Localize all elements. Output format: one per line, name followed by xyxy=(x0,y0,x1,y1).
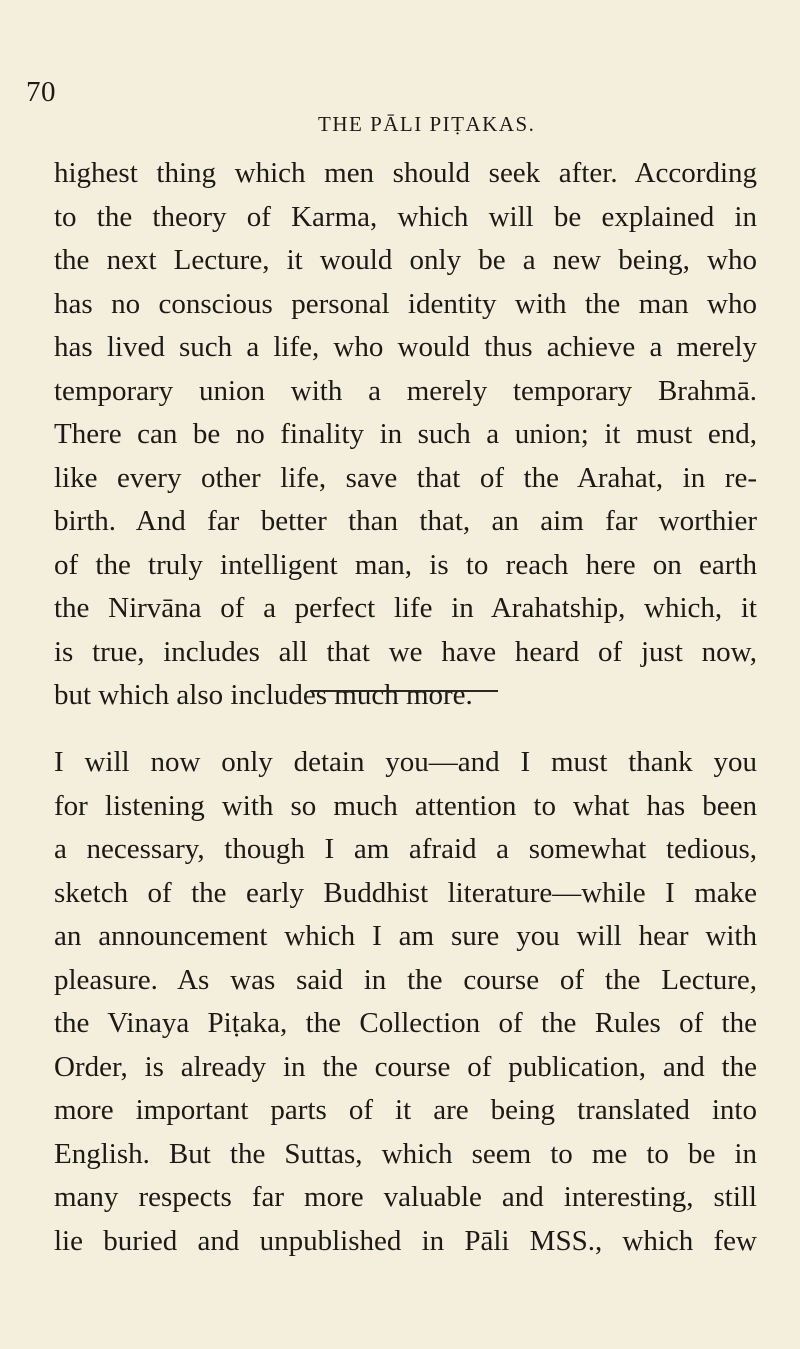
text-line: birth. And far better than that, an aim far worthier xyxy=(54,505,757,537)
section-divider xyxy=(310,690,498,692)
text-line: more important parts of it are being translated into xyxy=(54,1094,757,1126)
text-line: is true, includes all that we have heard of just now, xyxy=(54,635,757,668)
text-line: for listening with so much attention to what has been xyxy=(54,789,757,822)
text-line: Order, is already in the course of publication, and the xyxy=(54,1050,757,1083)
text-line: has lived such a life, who would thus achieve a merely xyxy=(54,331,757,363)
text-line: I will now only detain you—and I must thank you xyxy=(54,746,757,778)
text-line: highest thing which men should seek after. According xyxy=(54,157,757,189)
paragraph-2 xyxy=(54,741,757,1263)
text-line: pleasure. As was said in the course of the Lecture, xyxy=(54,963,757,996)
text-line: like every other life, save that of the Arahat, in re- xyxy=(54,461,757,494)
text-line: the Nirvāna of a perfect life in Arahatship, which, it xyxy=(54,592,757,624)
text-line: temporary union with a merely temporary Brahmā. xyxy=(54,374,757,407)
text-line: sketch of the early Buddhist literature—while I make xyxy=(54,876,757,909)
text-line: to the theory of Karma, which will be explained in xyxy=(54,200,757,233)
running-head: THE PĀLI PIṬAKAS. xyxy=(318,112,536,136)
text-line: a necessary, though I am afraid a somewhat tedious, xyxy=(54,833,757,865)
text-line: English. But the Suttas, which seem to me to be in xyxy=(54,1137,757,1170)
paragraph-1 xyxy=(54,152,757,718)
text-line: There can be no finality in such a union; it must end, xyxy=(54,418,757,450)
text-line: many respects far more valuable and interesting, still xyxy=(54,1181,757,1213)
text-line: of the truly intelligent man, is to reach here on earth xyxy=(54,548,757,581)
text-line: the next Lecture, it would only be a new being, who xyxy=(54,244,757,276)
page-number: 70 xyxy=(26,76,56,108)
text-line: but which also includes much more. xyxy=(54,679,473,711)
text-line: an announcement which I am sure you will hear with xyxy=(54,920,757,952)
text-line: has no conscious personal identity with the man who xyxy=(54,287,757,320)
text-line: lie buried and unpublished in Pāli MSS., which few xyxy=(54,1224,757,1257)
text-line: the Vinaya Piṭaka, the Collection of the Rules of the xyxy=(54,1007,757,1039)
